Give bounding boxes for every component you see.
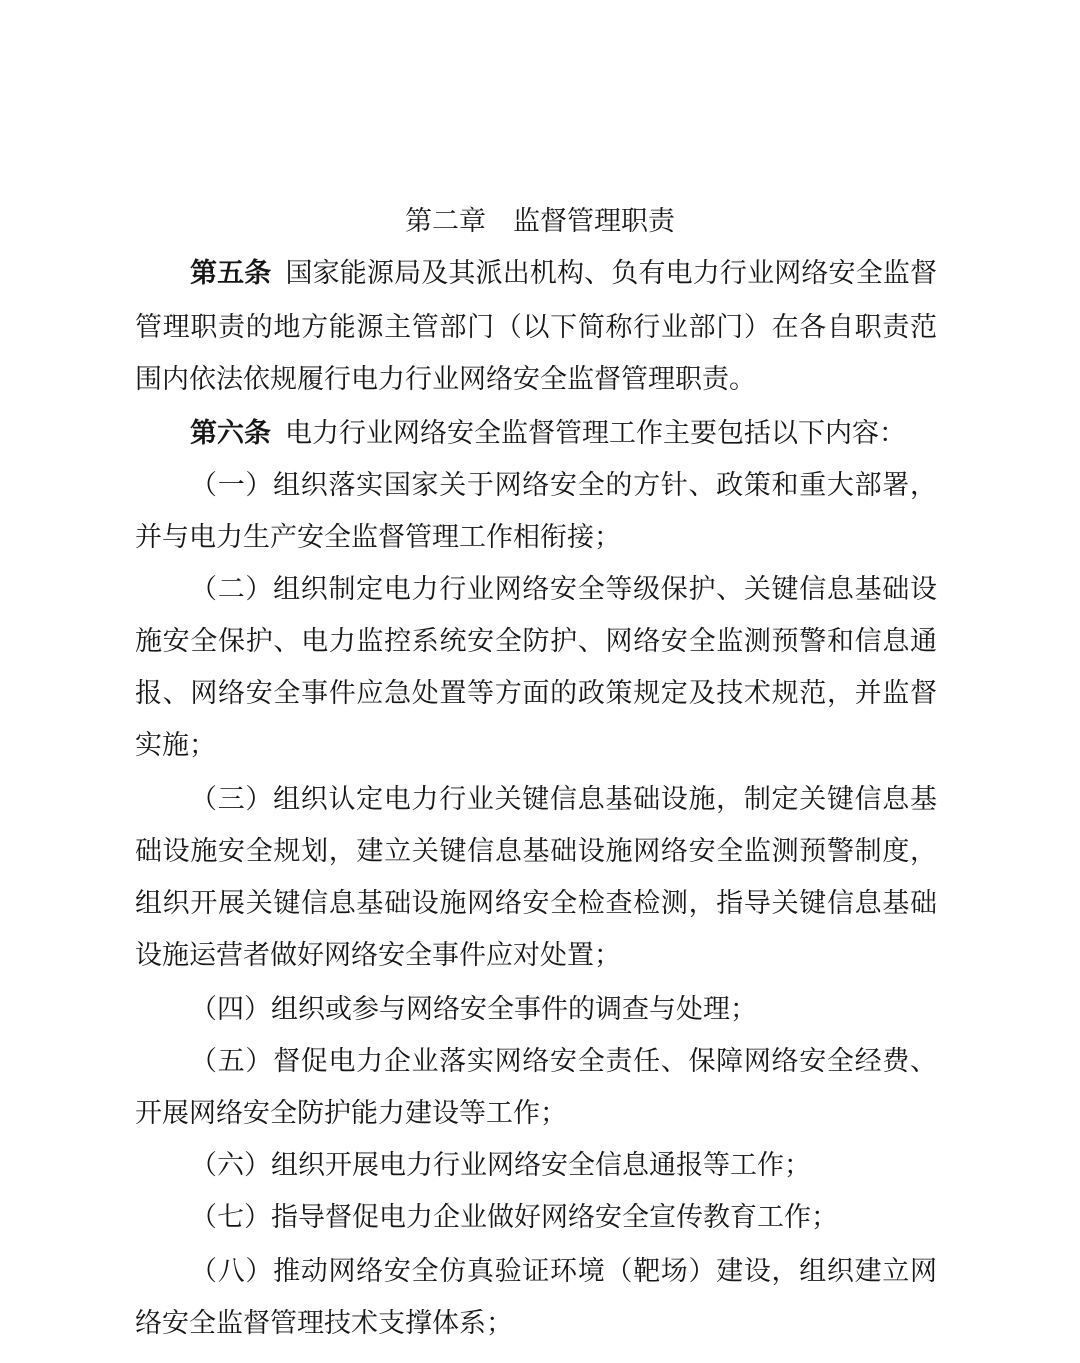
item-3-line-1: （三）组织认定电力行业关键信息基础设施，制定关键信息基 (190, 784, 937, 815)
item-7-line-1: （七）指导督促电力企业做好网络安全宣传教育工作； (190, 1202, 838, 1233)
item-1-line-2: 并与电力生产安全监督管理工作相衔接； (135, 522, 621, 553)
article-5-text-1: 国家能源局及其派出机构、负有电力行业网络安全监督 (285, 258, 938, 289)
item-1-line-1: （一）组织落实国家关于网络安全的方针、政策和重大部署， (190, 470, 937, 501)
article-6-number: 第六条 (190, 418, 271, 449)
article-6-intro-line (190, 408, 906, 460)
item-5-line-2: 开展网络安全防护能力建设等工作； (135, 1098, 567, 1129)
article-5-line-1 (190, 248, 937, 300)
chapter-title: 第二章 监督管理职责 (405, 206, 675, 237)
item-6-line-1: （六）组织开展电力行业网络安全信息通报等工作； (190, 1150, 811, 1181)
item-4-line-1: （四）组织或参与网络安全事件的调查与处理； (190, 994, 757, 1025)
item-5-line-1: （五）督促电力企业落实网络安全责任、保障网络安全经费、 (190, 1046, 937, 1077)
item-3-line-2: 础设施安全规划，建立关键信息基础设施网络安全监测预警制度， (135, 836, 937, 867)
article-6-intro: 电力行业网络安全监督管理工作主要包括以下内容： (285, 418, 906, 449)
article-5-line-2: 管理职责的地方能源主管部门（以下简称行业部门）在各自职责范 (135, 312, 937, 343)
article-5-line-3: 围内依法依规履行电力行业网络安全监督管理职责。 (135, 364, 756, 395)
item-2-line-4: 实施； (135, 730, 216, 761)
item-2-line-1: （二）组织制定电力行业网络安全等级保护、关键信息基础设 (190, 574, 937, 605)
item-2-line-3: 报、网络安全事件应急处置等方面的政策规定及技术规范，并监督 (135, 678, 937, 709)
article-5-number: 第五条 (190, 258, 272, 289)
item-3-line-3: 组织开展关键信息基础设施网络安全检查检测，指导关键信息基础 (135, 888, 937, 919)
item-3-line-4: 设施运营者做好网络安全事件应对处置； (135, 940, 621, 971)
item-8-line-1: （八）推动网络安全仿真验证环境（靶场）建设，组织建立网 (190, 1256, 937, 1287)
item-8-line-2: 络安全监督管理技术支撑体系； (135, 1308, 513, 1339)
item-2-line-2: 施安全保护、电力监控系统安全防护、网络安全监测预警和信息通 (135, 626, 937, 657)
